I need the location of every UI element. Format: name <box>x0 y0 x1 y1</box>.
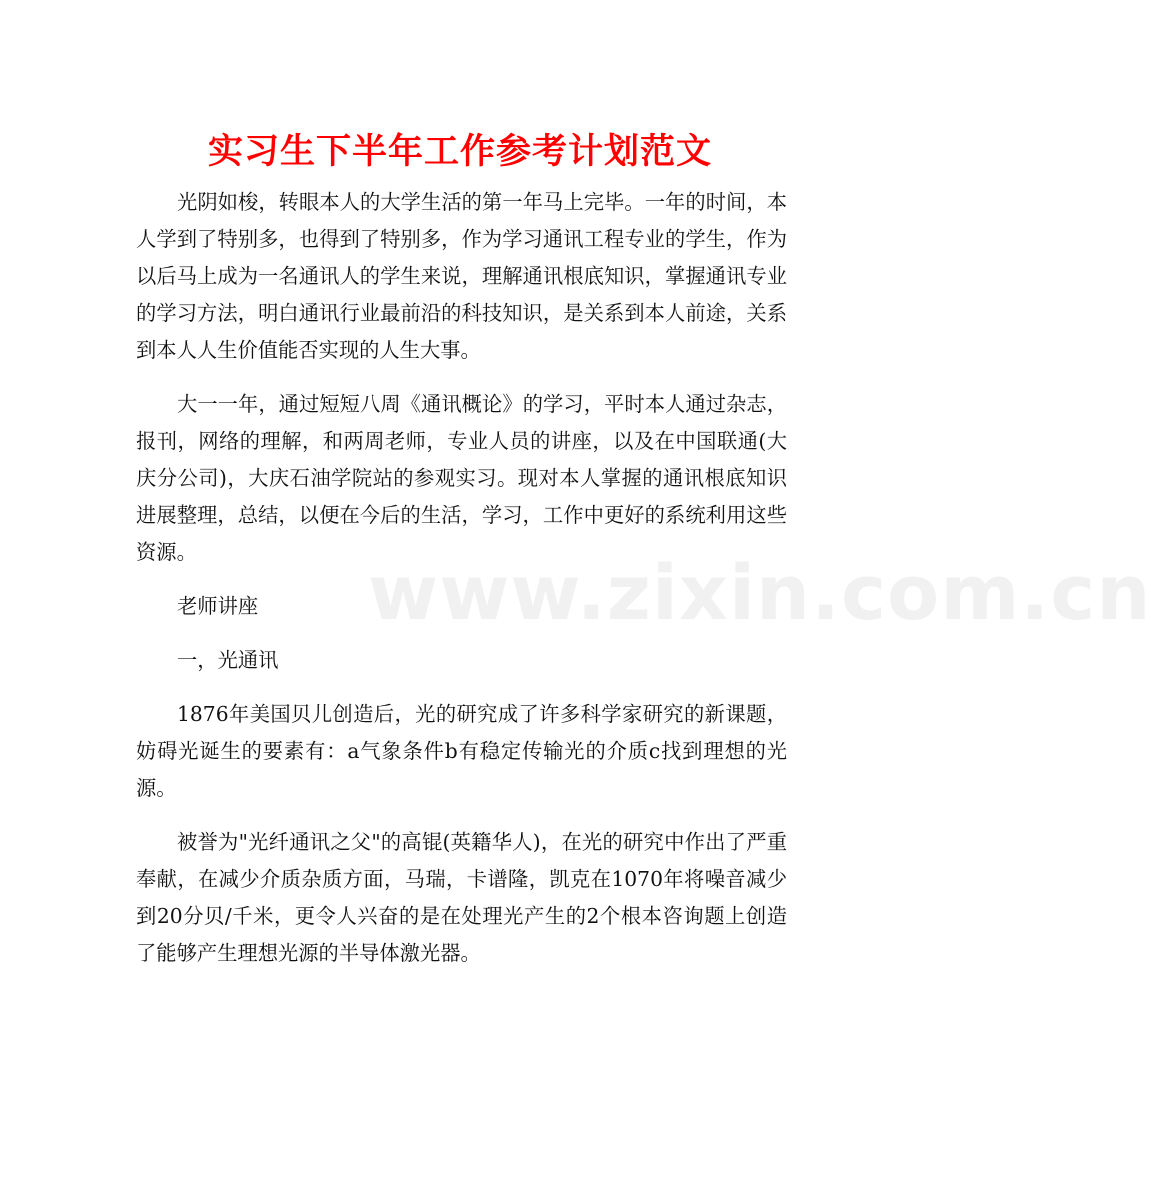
document-body <box>136 184 1151 989</box>
section-heading-optical: 一，光通讯 <box>177 648 279 672</box>
paragraph-fiber-father: 被誉为"光纤通讯之父"的高锟(英籍华人)，在光的研究中作出了严重奉献，在减少介质杂质方面，马瑞，卡谱隆，凯克在1070年将噪音减少到20分贝/千米，更令人兴奋的是在处理光产生的2个根本咨询题上创造了能够产生理想光源的半导体激光器。 <box>136 830 787 965</box>
paragraph-optical-history: 1876年美国贝儿创造后，光的研究成了许多科学家研究的新课题，妨碍光诞生的要素有：a气象条件b有稳定传输光的介质c找到理想的光源。 <box>136 702 787 800</box>
document-title: 实习生下半年工作参考计划范文 <box>207 132 712 172</box>
paragraph-first-year: 大一一年，通过短短八周《通讯概论》的学习，平时本人通过杂志，报刊，网络的理解，和两周老师，专业人员的讲座，以及在中国联通(大庆分公司)，大庆石油学院站的参观实习。现对本人掌握的通讯根底知识进展整理，总结，以便在今后的生活，学习，工作中更好的系统利用这些资源。 <box>136 392 787 564</box>
section-heading-lectures: 老师讲座 <box>177 594 259 618</box>
paragraph-intro: 光阴如梭，转眼本人的大学生活的第一年马上完毕。一年的时间，本人学到了特别多，也得到了特别多，作为学习通讯工程专业的学生，作为以后马上成为一名通讯人的学生来说，理解通讯根底知识，掌握通讯专业的学习方法，明白通讯行业最前沿的科技知识，是关系到本人前途，关系到本人人生价值能否实现的人生大事。 <box>136 190 787 362</box>
watermark: www.zixin.com.cn <box>368 548 1151 637</box>
